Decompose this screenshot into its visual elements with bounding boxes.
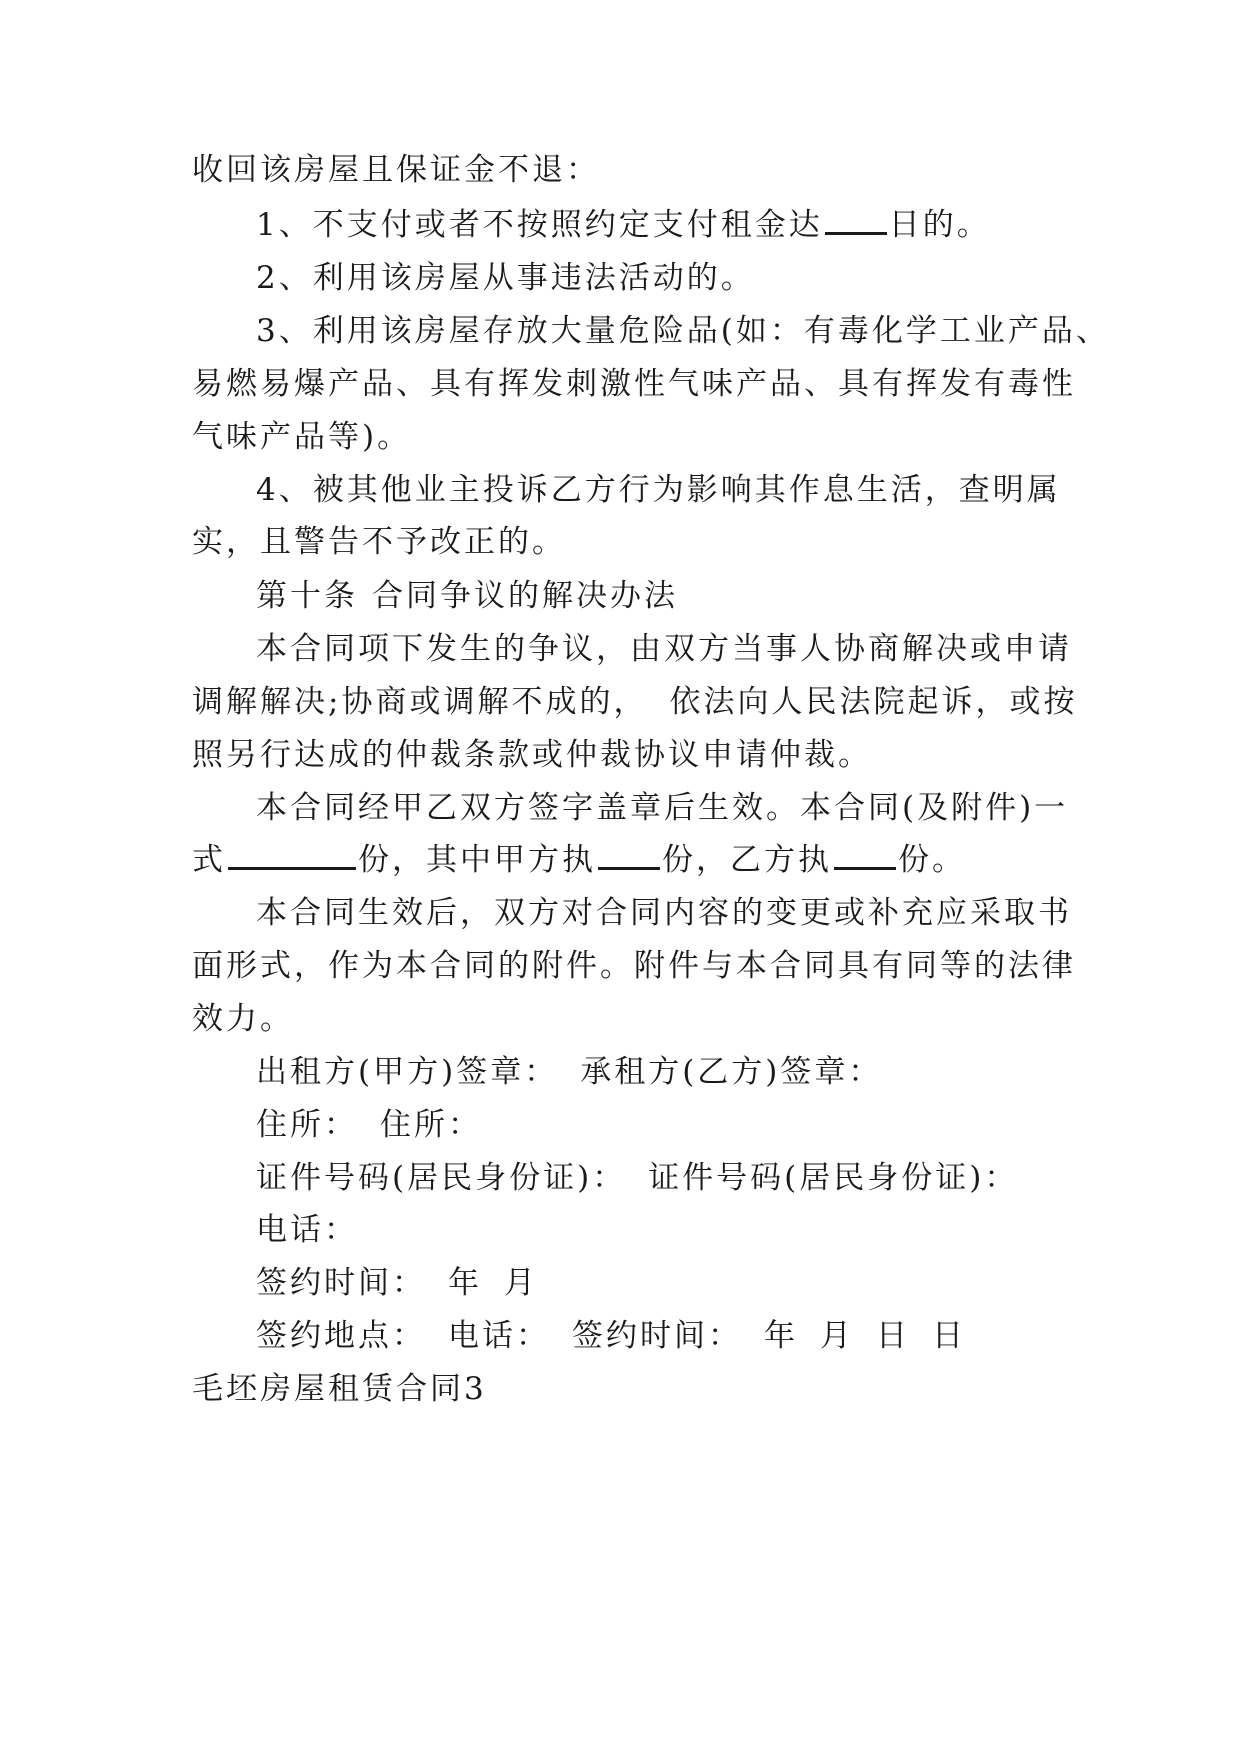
title-text: 毛坯房屋租赁合同3	[192, 1371, 487, 1407]
text-segment: 收回该房屋且保证金不退：	[192, 152, 600, 188]
field-label: 签约时间：	[256, 1265, 426, 1301]
date-unit: 年	[764, 1318, 798, 1354]
clause-item-2	[256, 258, 1116, 298]
text-segment: 本合同经甲乙双方签字盖章后生效。本合同(及附件)一	[256, 790, 1069, 826]
field-label: 证件号码(居民身份证)：	[256, 1160, 627, 1196]
text-segment: 1、不支付或者不按照约定支付租金达	[256, 207, 823, 243]
clause-item-3	[256, 311, 1116, 351]
clause-item-1	[256, 205, 1116, 245]
text-segment: 3、利用该房屋存放大量危险品(如：有毒化学工业产品、	[256, 313, 1110, 349]
paragraph-line	[192, 682, 1078, 722]
section-heading	[256, 576, 1116, 616]
text-segment: 依法向人民法院起诉，或按	[669, 684, 1078, 720]
signature-label: 承租方(乙方)签章：	[580, 1054, 883, 1090]
field-label: 证件号码(居民身份证)：	[648, 1160, 1019, 1196]
blank-underline	[825, 206, 887, 235]
paragraph-line	[192, 999, 1052, 1039]
text-segment: 2、利用该房屋从事违法活动的。	[256, 260, 755, 296]
paragraph-line	[192, 417, 1052, 457]
signature-row	[256, 1052, 1116, 1092]
signing-time-row	[256, 1263, 1116, 1303]
date-unit: 年	[448, 1265, 482, 1301]
text-segment: 份，其中甲方执	[358, 842, 596, 878]
text-segment: 日的。	[888, 207, 991, 243]
blank-underline	[228, 841, 356, 870]
section-title: 合同争议的解决办法	[372, 578, 678, 614]
paragraph-line	[192, 364, 1076, 404]
paragraph-line	[256, 893, 1116, 933]
paragraph-line	[192, 946, 1076, 986]
paragraph-line	[256, 629, 1116, 669]
paragraph-line	[192, 840, 1052, 880]
date-unit: 月	[504, 1265, 538, 1301]
date-unit: 日	[876, 1318, 910, 1354]
text-segment: 面形式，作为本合同的附件。附件与本合同具有同等的法律	[192, 948, 1076, 984]
text-segment: 本合同项下发生的争议，由双方当事人协商解决或申请	[256, 631, 1072, 667]
blank-underline	[834, 841, 896, 870]
paragraph-line	[192, 522, 1052, 562]
signing-place-row	[256, 1316, 1116, 1356]
document-title	[192, 1369, 1052, 1409]
text-segment: 气味产品等)。	[192, 419, 412, 455]
id-number-row	[256, 1158, 1116, 1198]
text-segment: 式	[192, 842, 226, 878]
paragraph-line	[192, 150, 1052, 190]
text-segment: 份，乙方执	[662, 842, 832, 878]
date-unit: 日	[932, 1318, 966, 1354]
field-label: 电话：	[448, 1318, 550, 1354]
blank-underline	[598, 841, 660, 870]
text-segment: 照另行达成的仲裁条款或仲裁协议申请仲裁。	[192, 737, 872, 773]
text-segment: 调解解决;协商或调解不成的，	[192, 684, 648, 720]
phone-row	[256, 1210, 1116, 1250]
field-label: 住所：	[256, 1107, 358, 1143]
text-segment: 4、被其他业主投诉乙方行为影响其作息生活，查明属	[256, 472, 1061, 508]
signature-label: 出租方(甲方)签章：	[256, 1054, 559, 1090]
paragraph-line	[256, 788, 1116, 828]
field-label: 签约时间：	[572, 1318, 742, 1354]
field-label: 住所：	[380, 1107, 482, 1143]
text-segment: 易燃易爆产品、具有挥发刺激性气味产品、具有挥发有毒性	[192, 366, 1076, 402]
clause-item-4	[256, 470, 1116, 510]
paragraph-line	[192, 735, 1052, 775]
text-segment: 实，且警告不予改正的。	[192, 524, 566, 560]
address-row	[256, 1105, 1116, 1145]
date-unit: 月	[820, 1318, 854, 1354]
field-label: 电话：	[256, 1212, 358, 1248]
text-segment: 本合同生效后，双方对合同内容的变更或补充应采取书	[256, 895, 1072, 931]
field-label: 签约地点：	[256, 1318, 426, 1354]
text-segment: 效力。	[192, 1001, 294, 1037]
text-segment: 份。	[898, 842, 966, 878]
section-number: 第十条	[256, 578, 358, 614]
